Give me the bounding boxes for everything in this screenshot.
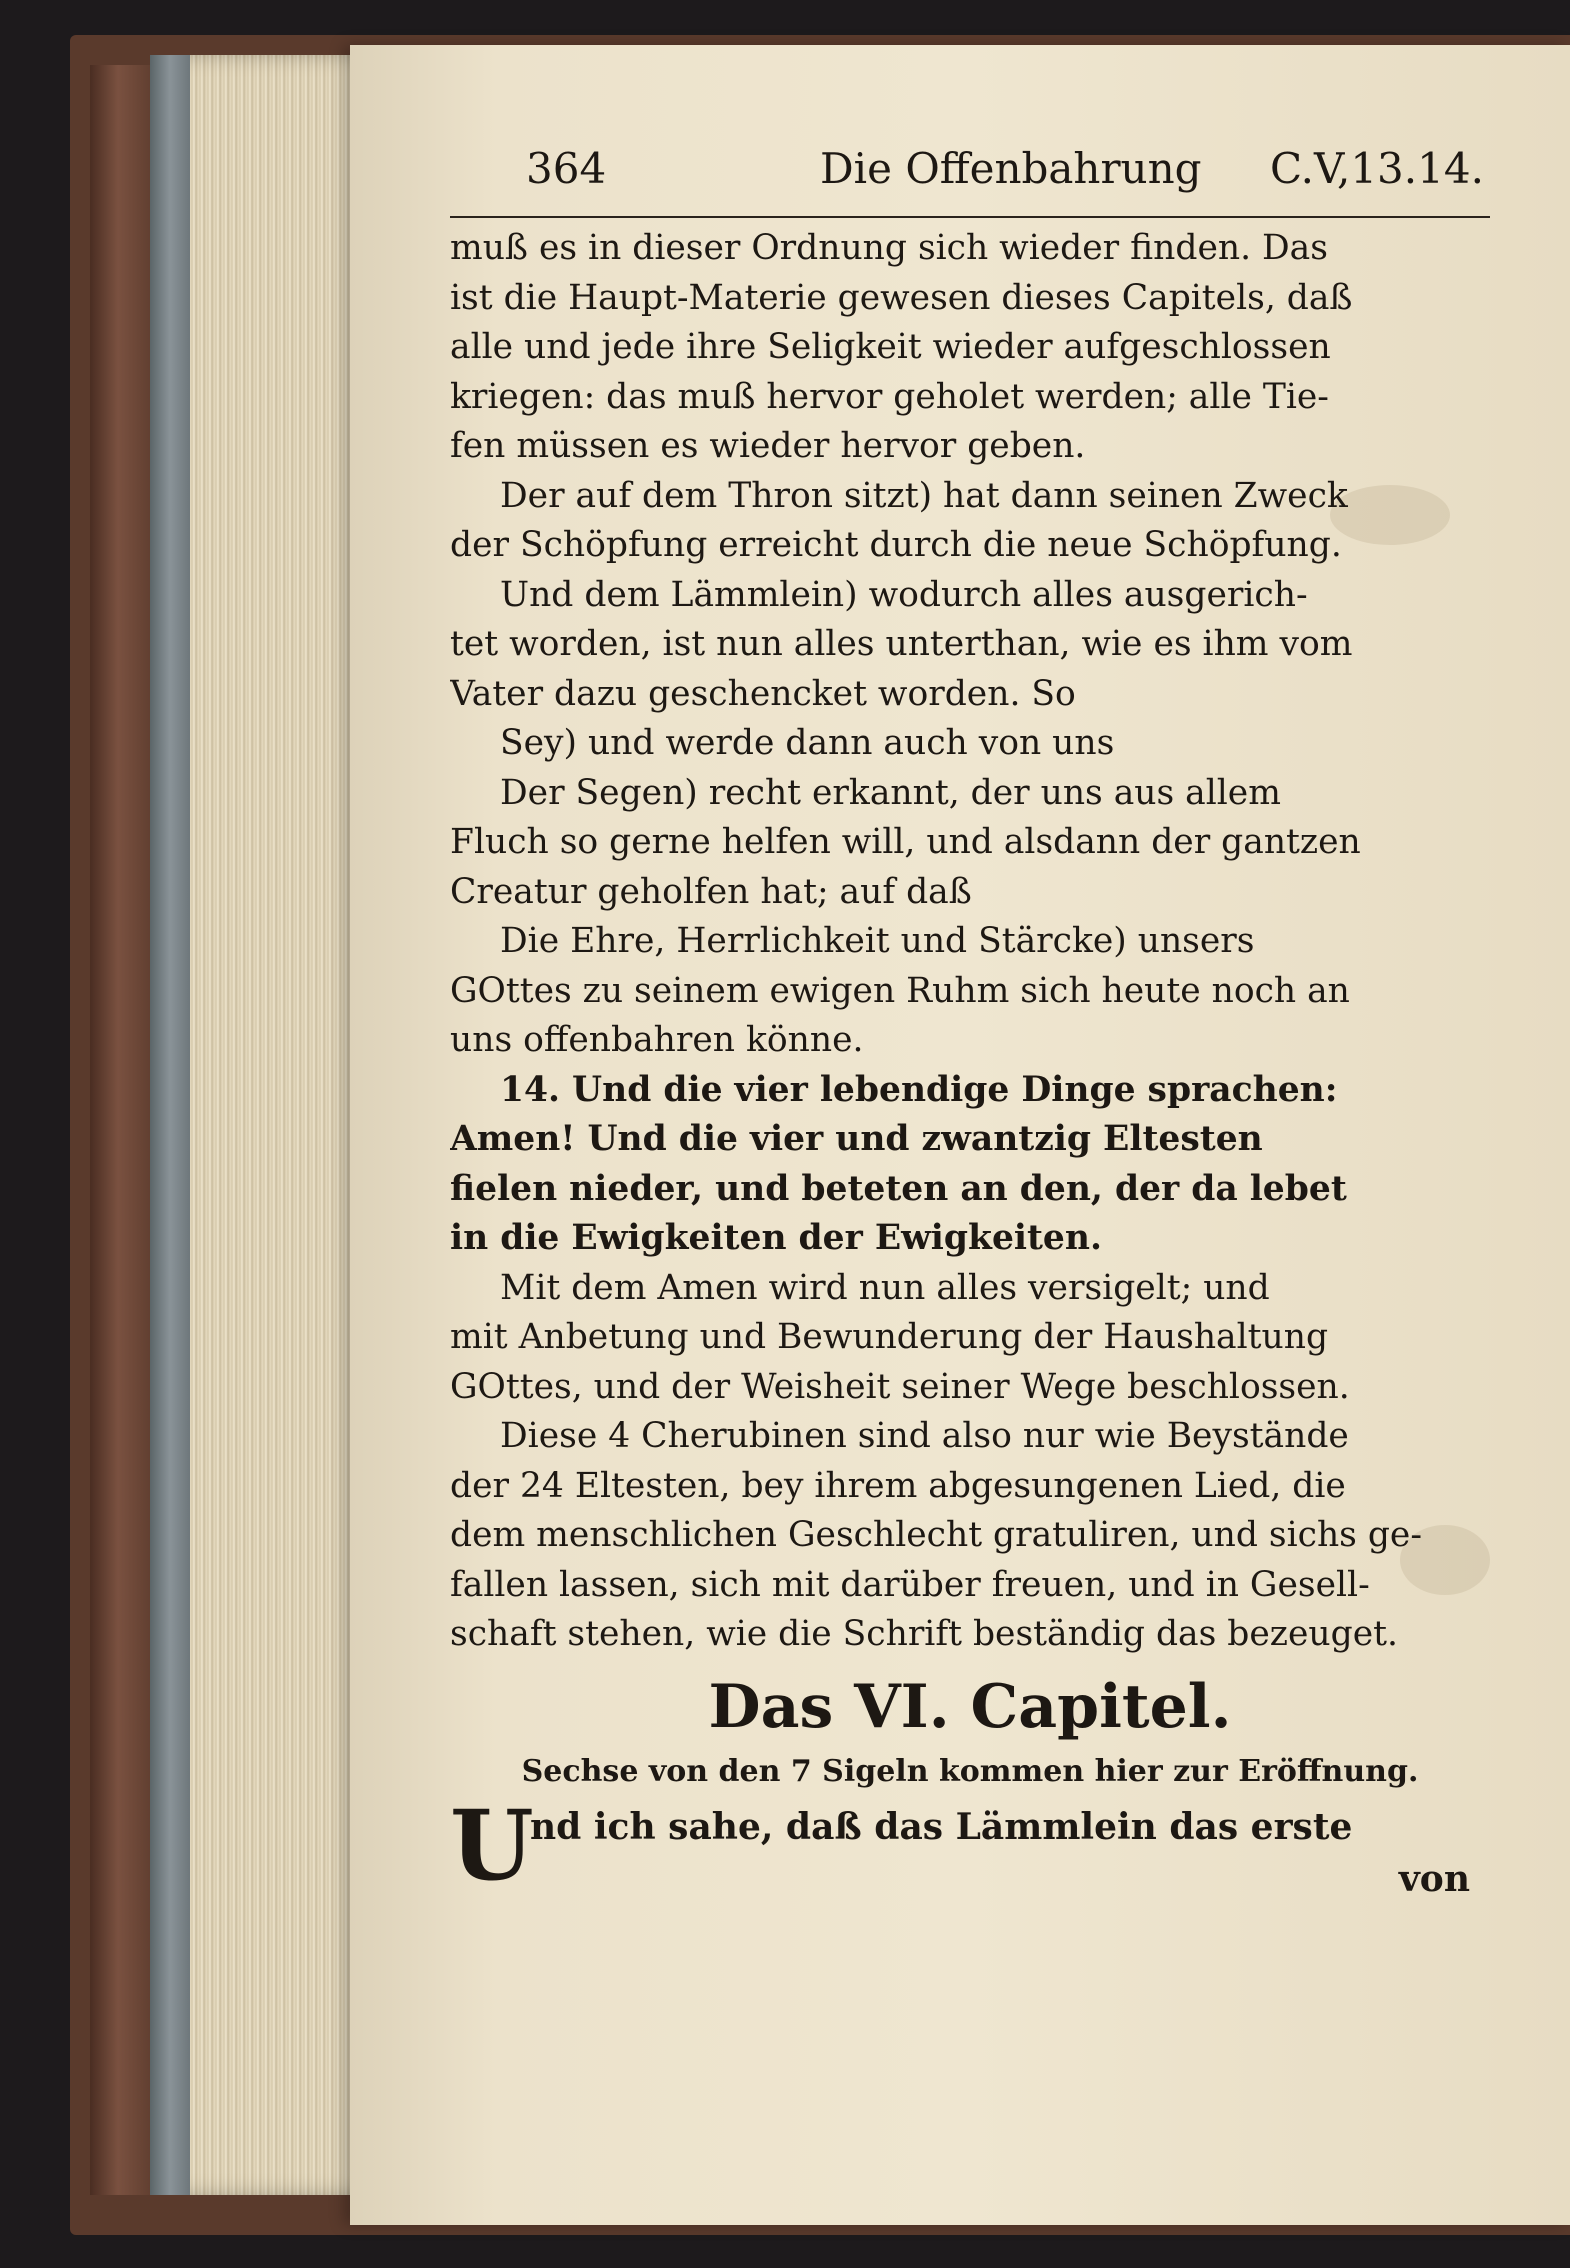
text-line: kriegen: das muß hervor geholet werden; alle Tie- — [450, 376, 1329, 417]
text-line: tet worden, ist nun alles unterthan, wie es ihm vom — [450, 624, 1353, 664]
text-line: Der auf dem Thron sitzt) hat dann seinen Zweck — [500, 475, 1348, 516]
text-line: GOttes zu seinem ewigen Ruhm sich heute noch an — [450, 970, 1350, 1011]
opening-line: nd ich sahe, daß das Lämmlein das erste — [530, 1805, 1353, 1848]
text-line: uns offenbahren könne. — [450, 1020, 864, 1060]
text-line: fen müssen es wieder hervor geben. — [450, 426, 1086, 466]
text-line: Vater dazu geschencket worden. So — [450, 673, 1076, 714]
text-line: der Schöpfung erreicht durch die neue Schöpfung. — [450, 525, 1342, 565]
text-line: Der Segen) recht erkannt, der uns aus allem — [500, 772, 1281, 813]
text-line: Mit dem Amen wird nun alles versigelt; und — [500, 1267, 1270, 1308]
text-line: Sey) und werde dann auch von uns — [500, 723, 1115, 763]
drop-cap-initial: U — [450, 1788, 534, 1902]
text-line: fallen lassen, sich mit darüber freuen, und in Gesell- — [450, 1564, 1370, 1605]
text-line: Diese 4 Cherubinen sind also nur wie Beystände — [500, 1416, 1349, 1456]
text-line: der 24 Eltesten, bey ihrem abgesungenen Lied, die — [450, 1465, 1346, 1506]
text-line: alle und jede ihre Seligkeit wieder aufgeschlossen — [450, 327, 1331, 367]
text-line: Amen! Und die vier und zwantzig Eltesten — [450, 1119, 1263, 1159]
running-title: Die Offenbahrung — [820, 144, 1202, 193]
text-line: Creatur geholfen hat; auf daß — [450, 871, 972, 912]
text-line: fielen nieder, und beteten an den, der da lebet — [450, 1168, 1347, 1209]
page-stack-edge — [150, 55, 190, 2195]
text-line: schaft stehen, wie die Schrift beständig das bezeuget. — [450, 1614, 1398, 1654]
text-line: muß es in dieser Ordnung sich wieder finden. Das — [450, 228, 1328, 268]
text-line: in die Ewigkeiten der Ewigkeiten. — [450, 1218, 1102, 1258]
text-line: GOttes, und der Weisheit seiner Wege beschlossen. — [450, 1366, 1350, 1407]
body-text — [450, 224, 1490, 1660]
page-text — [450, 140, 1490, 1918]
catchword: von — [1398, 1857, 1470, 1900]
text-line: dem menschlichen Geschlecht gratuliren, und sichs ge- — [450, 1515, 1422, 1555]
text-line: ist die Haupt-Materie gewesen dieses Capitels, daß — [450, 277, 1353, 318]
chapter-summary: Sechse von den 7 Sigeln kommen hier zur Eröffnung. — [521, 1753, 1419, 1789]
chapter-heading: Das VI. Capitel. — [708, 1671, 1232, 1742]
chapter-reference: C.V,13.14. — [1270, 144, 1484, 193]
text-line: Und dem Lämmlein) wodurch alles ausgerich- — [500, 574, 1308, 615]
text-line: Die Ehre, Herrlichkeit und Stärcke) unsers — [500, 921, 1255, 961]
page-number: 364 — [526, 144, 607, 193]
chapter-opening — [450, 1788, 1490, 1918]
page-header — [450, 140, 1490, 218]
text-line: Fluch so gerne helfen will, und alsdann der gantzen — [450, 822, 1361, 862]
text-line: mit Anbetung und Bewunderung der Haushaltung — [450, 1317, 1329, 1357]
text-line: 14. Und die vier lebendige Dinge sprachen: — [500, 1069, 1338, 1110]
